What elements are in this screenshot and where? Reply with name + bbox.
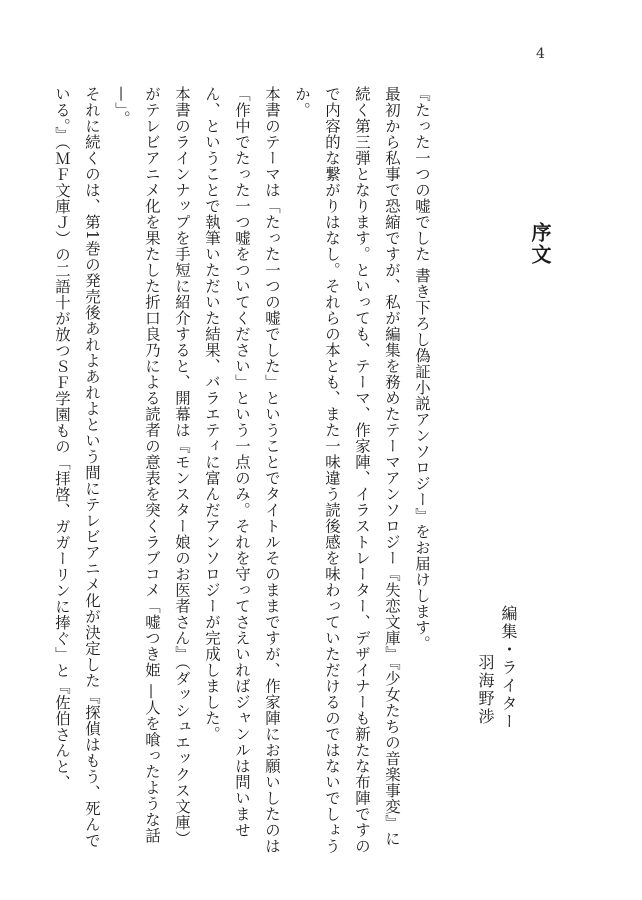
paragraph-4: 本書のラインナップを手短に紹介すると、開幕は『モンスター娘のお医者さん』（ダッシュエックス文庫）がテレビアニメ化を果たした折口良乃による読者の意表を突くラブコメ「嘘つき姫 —人を喰ったような話—」。 xyxy=(113,86,191,847)
paragraph-2: 最初から私事で恐縮ですが、私が編集を務めたテーマアンソロジー『失恋文庫』『少女たちの音楽事変』に続く第三弾となります。といっても、テーマ、作家陣、イラストレーター、デザイナーも新たな布陣ですので内容的な繋がりはなし。それらの本とも、また一味違う読後感を味わっていただけるのではないでしょうか。 xyxy=(293,86,401,854)
paragraph-3: 本書のテーマは「たった一つの嘘でした」ということでタイトルそのままですが、作家陣にお願いしたのは「作中でたった一つ嘘をついてください」という一点のみ。それを守ってさえいればジャンルは問いません、ということで執筆いただいた結果、バラエティに富んだアンソロジーが完成しました。 xyxy=(203,86,281,854)
page-title: 序文 xyxy=(528,222,552,266)
paragraph-5: それに続くのは、第1巻の発売後あれよあれよという間にテレビアニメ化が決定した『探偵はもう、死んでいる。』（ＭＦ文庫Ｊ）の二語十が放つＳＦ学園もの「拝啓、ガガーリンに捧ぐ」と『佐伯さんと、 xyxy=(53,86,101,849)
paragraph-1: 『たった一つの嘘でした 書き下ろし偽証小説アンソロジー』をお届けします。 xyxy=(413,86,431,652)
author-name: 羽海野渉 xyxy=(476,654,495,726)
page-number: 4 xyxy=(536,46,545,62)
author-role: 編集・ライター xyxy=(499,605,518,731)
body-text xyxy=(47,86,437,856)
